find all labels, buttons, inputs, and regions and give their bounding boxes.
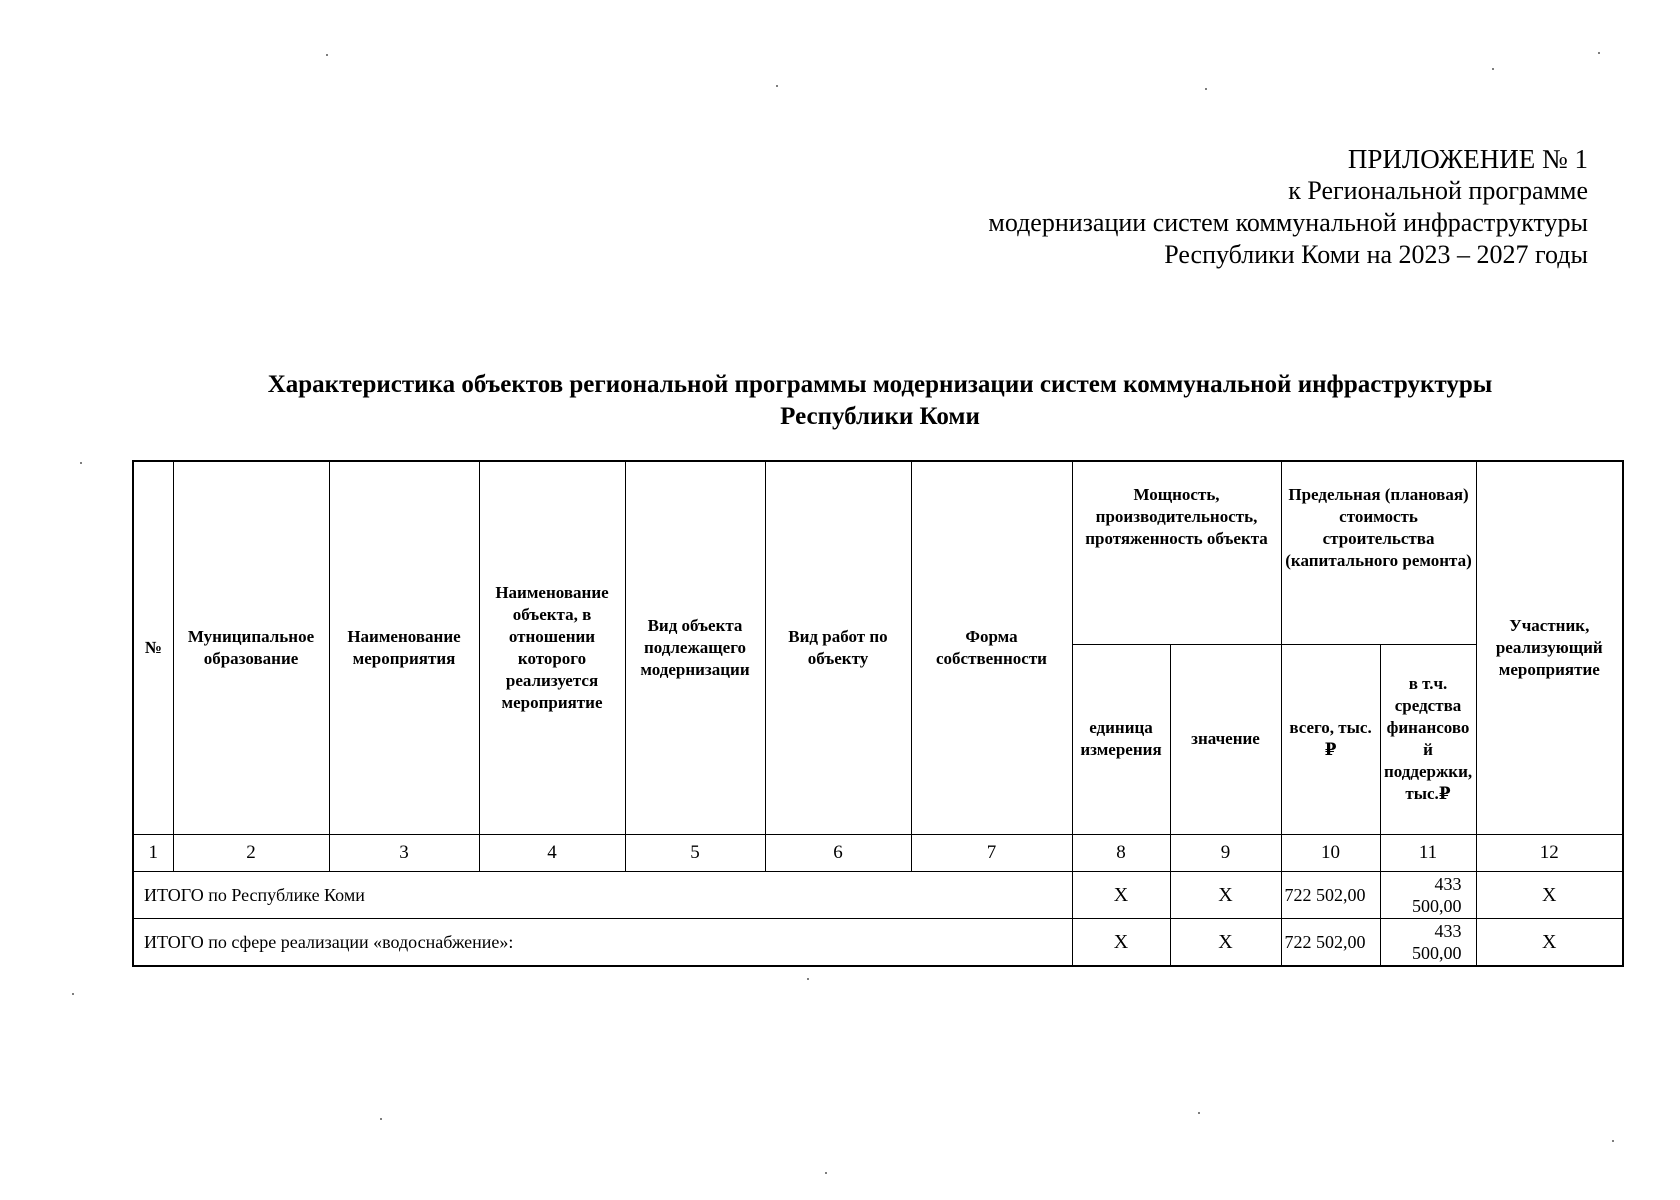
total-row-label: ИТОГО по сфере реализации «водоснабжение»: [133,918,1072,966]
scan-speck [807,978,809,980]
header-object-type: Вид объекта подлежащего модернизации [625,461,765,834]
total-row-republic [133,871,1623,918]
column-number: 4 [479,834,625,871]
column-number: 11 [1380,834,1476,871]
annex-block [988,143,1588,271]
total-row-label: ИТОГО по Республике Коми [133,871,1072,918]
annex-line-2: модернизации систем коммунальной инфраструктуры [988,208,1588,237]
annex-number: ПРИЛОЖЕНИЕ № 1 [1347,144,1588,174]
scan-speck [825,1172,827,1174]
total-row-unit: X [1072,918,1170,966]
total-row-cost-total: 722 502,00 [1281,918,1380,966]
total-row-value: X [1170,918,1281,966]
scan-speck [326,54,328,56]
total-row-water-supply [133,918,1623,966]
total-row-value: X [1170,871,1281,918]
header-participant: Участник, реализующий мероприятие [1476,461,1623,834]
scan-speck [1198,1112,1200,1114]
column-number: 1 [133,834,173,871]
column-number: 8 [1072,834,1170,871]
header-event-name: Наименование мероприятия [329,461,479,834]
header-municipality: Муниципальное образование [173,461,329,834]
annex-line-1: к Региональной программе [1288,176,1588,205]
column-number: 2 [173,834,329,871]
column-number: 6 [765,834,911,871]
document-title [120,369,1640,433]
header-ownership: Форма собственности [911,461,1072,834]
scan-speck [1612,1140,1614,1142]
column-number: 5 [625,834,765,871]
header-object-name: Наименование объекта, в отношении которого реализуется мероприятие [479,461,625,834]
header-capacity: Мощность, производительность, протяженность объекта [1072,461,1281,644]
column-number: 12 [1476,834,1623,871]
column-number: 3 [329,834,479,871]
scan-speck [80,462,82,464]
scan-speck [1598,52,1600,54]
header-value: значение [1170,644,1281,834]
scan-speck [1205,88,1207,90]
column-number: 9 [1170,834,1281,871]
scan-speck [380,1118,382,1120]
document-title-line-2: Республики Коми [780,403,980,430]
annex-line-3: Республики Коми на 2023 – 2027 годы [1164,240,1588,269]
total-row-cost-support: 433 500,00 [1380,871,1476,918]
scan-speck [72,993,74,995]
document-title-line-1: Характеристика объектов региональной программы модернизации систем коммунальной инфраструктуры [267,371,1493,398]
total-row-cost-support: 433 500,00 [1380,918,1476,966]
total-row-participant: X [1476,918,1623,966]
total-row-unit: X [1072,871,1170,918]
scan-speck [1492,68,1494,70]
scan-speck [776,85,778,87]
header-work-type: Вид работ по объекту [765,461,911,834]
total-row-participant: X [1476,871,1623,918]
header-unit: единица измерения [1072,644,1170,834]
total-row-cost-total: 722 502,00 [1281,871,1380,918]
column-number-row [133,834,1623,871]
header-cost-total: всего, тыс.₽ [1281,644,1380,834]
header-cost-support: в т.ч. средства финансовой поддержки, тыс.₽ [1380,644,1476,834]
objects-table [132,460,1624,967]
header-cost: Предельная (плановая) стоимость строительства (капитального ремонта) [1281,461,1476,644]
column-number: 7 [911,834,1072,871]
column-number: 10 [1281,834,1380,871]
header-no: № [133,461,173,834]
